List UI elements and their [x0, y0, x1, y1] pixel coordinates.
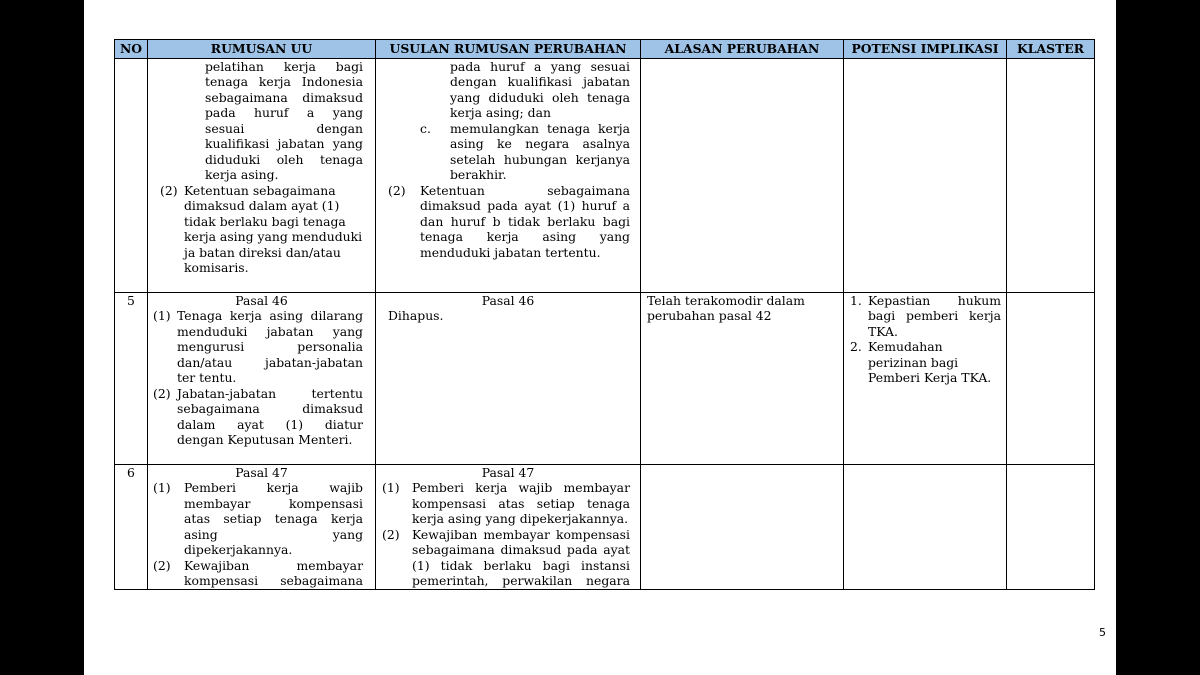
- usulan-text: Dihapus.: [388, 308, 444, 323]
- text-line: pelatihan kerja bagi: [205, 58, 363, 74]
- text-line: dengan Keputusan Menteri.: [177, 432, 353, 447]
- text-line: Kepastian hukum: [868, 292, 1001, 308]
- item-marker: 2.: [850, 339, 862, 354]
- item-marker: (2): [382, 526, 400, 542]
- text-line: tenaga kerja asing yang: [420, 229, 630, 244]
- item-marker: (1): [153, 480, 171, 495]
- cell-klaster: [1007, 464, 1095, 589]
- text-line: Kewajiban membayar: [184, 557, 363, 573]
- text-line: kerja asing; dan: [450, 105, 551, 120]
- item-marker: (2): [160, 182, 178, 198]
- table-row-5: [115, 292, 1095, 464]
- list-item: [148, 480, 375, 558]
- item-marker: c.: [420, 120, 431, 136]
- header-klaster: KLASTER: [1007, 40, 1095, 59]
- cell-alasan: [641, 464, 844, 589]
- table-header-row: [115, 40, 1095, 59]
- text-line: kerja asing.: [205, 167, 279, 182]
- text-line: pada huruf a yang: [205, 105, 363, 120]
- item-marker: 1.: [850, 292, 862, 308]
- text-line: diduduki oleh tenaga: [205, 151, 363, 167]
- pasal-title: Pasal 47: [235, 464, 288, 480]
- list-item: [844, 339, 1006, 386]
- cell-alasan: [641, 58, 844, 292]
- text-line: Tenaga kerja asing dilarang: [177, 308, 363, 323]
- table-row-6: [115, 464, 1095, 589]
- text-line: Pemberi kerja wajib membayar: [412, 480, 630, 495]
- text-line: perizinan bagi: [868, 354, 959, 370]
- text-line: ter tentu.: [177, 370, 237, 385]
- text-line: sesuai dengan: [205, 120, 363, 136]
- text-line: setelah hubungan kerjanya: [450, 151, 630, 167]
- text-line: mengurusi personalia: [177, 339, 363, 354]
- cell-alasan: [641, 292, 844, 464]
- cell-potensi: [844, 464, 1007, 589]
- text-line: dengan kualifikasi jabatan: [450, 74, 630, 89]
- cell-rumusan: [148, 58, 376, 292]
- text-line: kerja asing yang dipekerjakannya.: [412, 511, 629, 526]
- text-line: Jabatan-jabatan tertentu: [177, 385, 363, 401]
- list-item: [148, 308, 375, 386]
- text-line: berakhir.: [450, 167, 507, 182]
- cell-klaster: [1007, 292, 1095, 464]
- text-line: tenaga kerja Indonesia: [205, 74, 363, 89]
- pasal-title: Pasal 46: [235, 292, 288, 308]
- text-line: pada huruf a yang sesuai: [450, 58, 630, 74]
- text-line: tidak berlaku bagi tenaga: [184, 213, 346, 229]
- text-line: dan/atau jabatan-jabatan: [177, 354, 363, 370]
- text-line: dimaksud dalam ayat (1): [184, 198, 340, 213]
- text-line: TKA.: [868, 323, 898, 339]
- cell-potensi: [844, 58, 1007, 292]
- text-line: Kewajiban membayar kompensasi: [412, 526, 630, 542]
- text-line: dalam ayat (1) diatur: [177, 416, 363, 432]
- row-number: 5: [115, 292, 148, 464]
- text-line: ja batan direksi dan/atau: [184, 244, 341, 260]
- list-item: [376, 480, 640, 527]
- header-alasan: ALASAN PERUBAHAN: [641, 40, 844, 59]
- list-item: [376, 527, 640, 589]
- pasal-title: Pasal 46: [481, 292, 535, 308]
- text-line: Pemberi kerja wajib: [184, 480, 363, 495]
- cell-klaster: [1007, 58, 1095, 292]
- text-line: memulangkan tenaga kerja: [450, 120, 630, 136]
- text-line: membayar kompensasi: [184, 495, 363, 511]
- pasal-title: Pasal 47: [481, 464, 535, 480]
- text-line: kualifikasi jabatan yang: [205, 136, 363, 151]
- list-item: [376, 183, 640, 261]
- header-potensi: POTENSI IMPLIKASI: [844, 40, 1007, 59]
- list-item: [376, 121, 640, 183]
- row-number: 6: [115, 464, 148, 589]
- text-line: sebagaimana dimaksud pada ayat: [412, 542, 630, 557]
- text-line: kompensasi atas setiap tenaga: [412, 495, 630, 511]
- cell-potensi: [844, 292, 1007, 464]
- text-line: menduduki jabatan yang: [177, 323, 363, 339]
- list-item: [148, 558, 375, 589]
- text-line: dipekerjakannya.: [184, 542, 293, 557]
- text-line: dan huruf b tidak berlaku bagi: [420, 213, 630, 229]
- cell-rumusan: [148, 292, 376, 464]
- text-line: bagi pemberi kerja: [868, 308, 1001, 323]
- text-line: yang diduduki oleh tenaga: [450, 89, 630, 105]
- item-marker: (2): [153, 385, 171, 401]
- cell-no: [115, 58, 148, 292]
- text-line: Telah terakomodir dalam: [647, 292, 805, 308]
- header-no: NO: [115, 40, 148, 59]
- item-marker: (2): [388, 182, 406, 198]
- text-line: Pemberi Kerja TKA.: [868, 370, 992, 385]
- text-line: dimaksud pada ayat (1) huruf a: [420, 198, 630, 213]
- text-line: sebagaimana dimaksud: [177, 401, 363, 416]
- text-line: perubahan pasal 42: [647, 308, 772, 323]
- item-marker: (1): [382, 480, 400, 495]
- header-usulan: USULAN RUMUSAN PERUBAHAN: [376, 40, 641, 59]
- list-item: [148, 386, 375, 448]
- regulation-table: [114, 39, 1095, 590]
- cell-rumusan: [148, 464, 376, 589]
- list-item: [148, 183, 375, 276]
- text-line: kerja asing yang menduduki: [184, 229, 363, 244]
- text-line: asing ke negara asalnya: [450, 136, 630, 151]
- text-line: Ketentuan sebagaimana: [184, 182, 336, 198]
- item-marker: (2): [153, 557, 171, 573]
- document-page: [84, 0, 1116, 675]
- list-item: [844, 293, 1006, 340]
- text-line: Kemudahan: [868, 339, 943, 354]
- text-line: kompensasi sebagaimana: [184, 573, 363, 588]
- text-line: atas setiap tenaga kerja: [184, 511, 363, 526]
- text-line: komisaris.: [184, 260, 249, 275]
- cell-usulan: [376, 464, 641, 589]
- page-number: 5: [1099, 626, 1106, 639]
- text-line: (1) tidak berlaku bagi instansi: [412, 557, 630, 573]
- table-row-continued: [115, 58, 1095, 292]
- text-line: sebagaimana dimaksud: [205, 89, 363, 105]
- cell-usulan: [376, 292, 641, 464]
- item-marker: (1): [153, 308, 171, 323]
- text-line: pemerintah, perwakilan negara: [412, 573, 630, 588]
- header-rumusan-uu: RUMUSAN UU: [148, 40, 376, 59]
- text-line: asing yang: [184, 526, 363, 542]
- text-line: Ketentuan sebagaimana: [420, 182, 630, 198]
- text-line: menduduki jabatan tertentu.: [420, 244, 601, 260]
- cell-usulan: [376, 58, 641, 292]
